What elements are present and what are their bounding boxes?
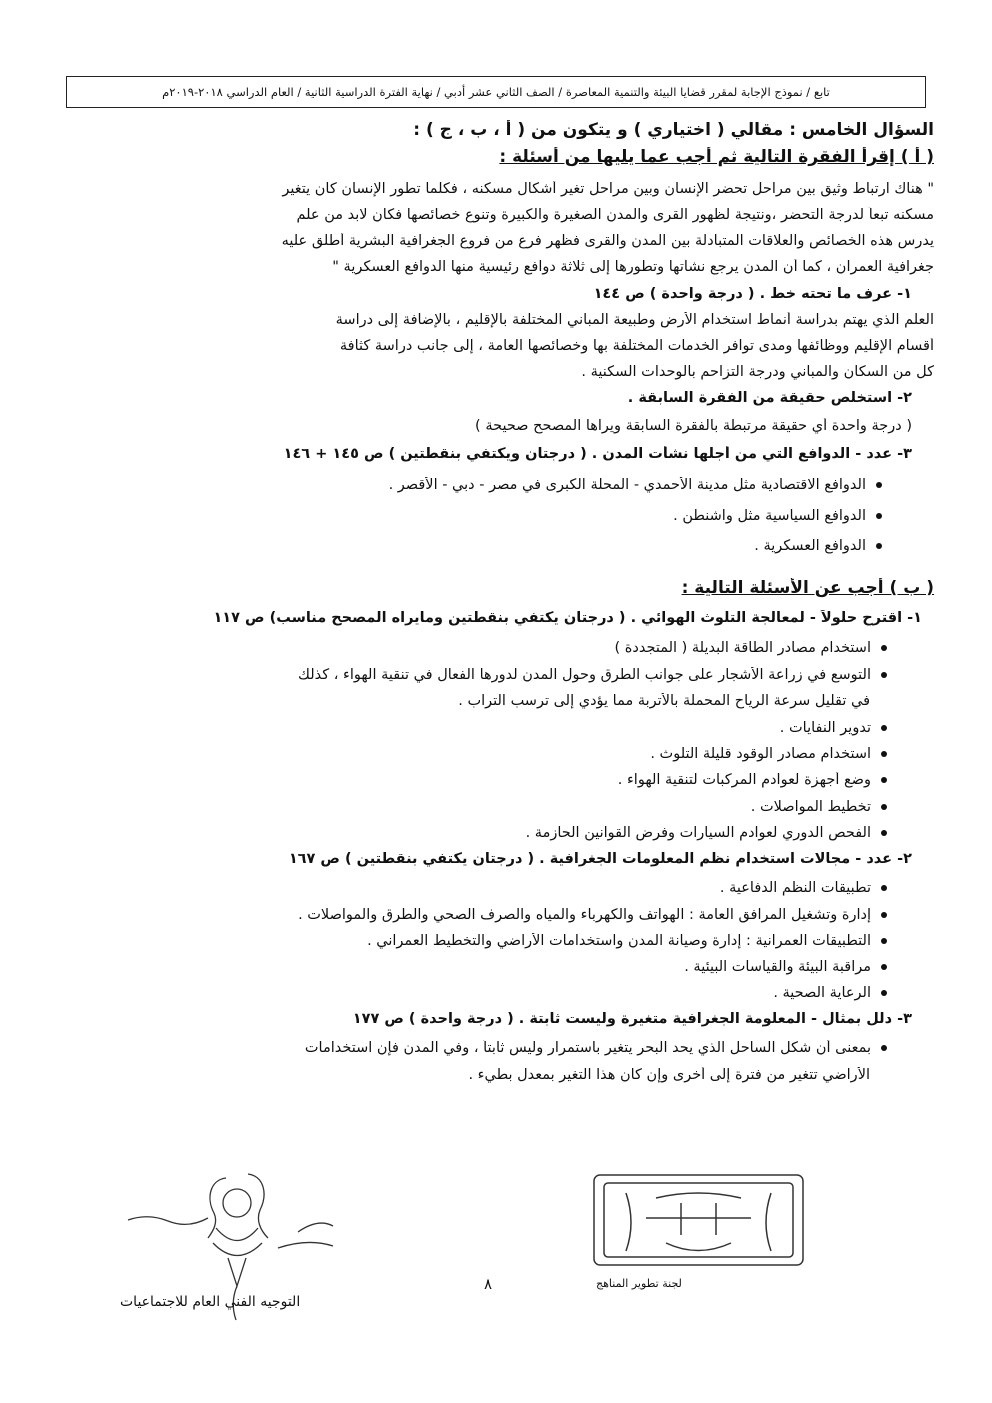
passage-line: " هناك ارتباط وثيق بين مراحل تحضر الإنسان وبين مراحل تغير أشكال مسكنه ، فكلما تطور الإنسان كان يتغير — [282, 181, 934, 197]
part-a-q1-prompt: ١- عرف ما تحته خط . ( درجة واحدة ) ص ١٤٤ — [593, 286, 912, 302]
stamp-caption: لجنة تطوير المناهج — [596, 1277, 682, 1290]
list-item: الدوافع السياسية مثل واشنطن . — [120, 508, 882, 524]
bullet-icon — [881, 777, 887, 783]
bullet-icon — [881, 1045, 887, 1051]
list-item-continuation: الأراضي تتغير من فترة إلى أخرى وإن كان هذا التغير بمعدل بطيء . — [468, 1067, 870, 1083]
bullet-icon — [876, 482, 882, 488]
part-b-title: ( ب ) أجب عن الأسئلة التالية : — [681, 578, 934, 598]
bullet-icon — [881, 964, 887, 970]
part-b-q1-prompt: ١- اقترح حلولاً - لمعالجة التلوث الهوائي . ( درجتان يكتفي بنقطتين ومايراه المصحح مناسب) ص ١١٧ — [213, 610, 922, 626]
q1-answer-line: كل من السكان والمباني ودرجة التزاحم بالوحدات السكنية . — [581, 364, 934, 380]
official-stamp — [586, 1163, 811, 1278]
bullet-icon — [881, 912, 887, 918]
part-a-q3-prompt: ٣- عدد - الدوافع التي من أجلها نشأت المدن . ( درجتان ويكتفي بنقطتين ) ص ١٤٥ + ١٤٦ — [283, 446, 912, 462]
part-a-q2-prompt: ٢- استخلص حقيقة من الفقرة السابقة . — [627, 390, 912, 406]
bullet-icon — [881, 885, 887, 891]
bullet-icon — [881, 672, 887, 678]
list-item: تطبيقات النظم الدفاعية . — [120, 880, 887, 896]
part-b-q3-prompt: ٣- دلل بمثال - المعلومة الجغرافية متغيرة وليست ثابتة . ( درجة واحدة ) ص ١٧٧ — [352, 1011, 912, 1027]
passage-line: يدرس هذه الخصائص والعلاقات المتبادلة بين المدن والقرى فظهر فرع من فروع الجغرافية البشرية أطلق عليه — [281, 233, 934, 249]
bullet-icon — [881, 830, 887, 836]
page-number: ٨ — [484, 1275, 493, 1293]
list-item: الرعاية الصحية . — [120, 985, 887, 1001]
list-item: مراقبة البيئة والقياسات البيئية . — [120, 959, 887, 975]
question-title: السؤال الخامس : مقالي ( اختياري ) و يتكون من ( أ ، ب ، ج ) : — [413, 120, 934, 140]
part-b-q2-prompt: ٢- عدد - مجالات استخدام نظم المعلومات الجغرافية . ( درجتان يكتفي بنقطتين ) ص ١٦٧ — [288, 851, 912, 867]
list-item: استخدام مصادر الطاقة البديلة ( المتجددة ) — [120, 640, 887, 656]
list-item: تدوير النفايات . — [120, 720, 887, 736]
bullet-icon — [876, 543, 882, 549]
bullet-icon — [881, 804, 887, 810]
list-item: الدوافع الاقتصادية مثل مدينة الأحمدي - المحلة الكبرى في مصر - دبي - الأقصر . — [120, 477, 882, 493]
list-item: التوسع في زراعة الأشجار على جوانب الطرق وحول المدن لدورها الفعال في تنقية الهواء ، كذلك — [60, 667, 887, 683]
bullet-icon — [881, 751, 887, 757]
q1-answer-line: أقسام الإقليم ووظائفها ومدى توافر الخدمات المختلفة بها وخصائصها العامة ، إلى جانب دراسة كثافة — [339, 338, 934, 354]
bullet-icon — [881, 990, 887, 996]
list-item: إدارة وتشغيل المرافق العامة : الهواتف والكهرباء والمياه والصرف الصحي والطرق والمواصلات . — [60, 907, 887, 923]
bullet-icon — [881, 645, 887, 651]
list-item: تخطيط المواصلات . — [120, 799, 887, 815]
q2-answer: ( درجة واحدة أي حقيقة مرتبطة بالفقرة السابقة ويراها المصحح صحيحة ) — [475, 418, 912, 434]
list-item: الدوافع العسكرية . — [120, 538, 882, 554]
bullet-icon — [881, 938, 887, 944]
signature-caption: التوجيه الفني العام للاجتماعيات — [120, 1294, 301, 1310]
list-item: استخدام مصادر الوقود قليلة التلوث . — [120, 746, 887, 762]
list-item: وضع أجهزة لعوادم المركبات لتنقية الهواء . — [120, 772, 887, 788]
q1-answer-line: العلم الذي يهتم بدراسة أنماط استخدام الأرض وطبيعة المباني المختلفة بالإقليم ، بالإضافة إلى دراسة — [335, 312, 934, 328]
page-header: تابع / نموذج الإجابة لمقرر قضايا البيئة والتنمية المعاصرة / الصف الثاني عشر أدبي / نهاية الفترة الدراسية الثانية / العام الدراسي ٢٠١٨-٢٠١٩م — [66, 76, 926, 108]
passage-line: جغرافية العمران ، كما أن المدن يرجع نشأتها وتطورها إلى ثلاثة دوافع رئيسية منها الدوافع العسكرية " — [332, 259, 934, 275]
bullet-icon — [881, 725, 887, 731]
list-item: الفحص الدوري لعوادم السيارات وفرض القوانين الحازمة . — [120, 825, 887, 841]
list-item: بمعنى أن شكل الساحل الذي يحد البحر يتغير باستمرار وليس ثابتاً ، وفي المدن فإن استخدامات — [60, 1040, 887, 1056]
list-item-continuation: في تقليل سرعة الرياح المحملة بالأتربة مما يؤدي إلى ترسب التراب . — [458, 693, 870, 709]
passage-line: مسكنه تبعاً لدرجة التحضر ،ونتيجة لظهور القرى والمدن الصغيرة والكبيرة وتنوع خصائصها فكان لابد من علم — [296, 207, 934, 223]
part-a-title: ( أ ) إقرأ الفقرة التالية ثم أجب عما يليها من أسئلة : — [499, 147, 934, 167]
list-item: التطبيقات العمرانية : إدارة وصيانة المدن واستخدامات الأراضي والتخطيط العمراني . — [60, 933, 887, 949]
bullet-icon — [876, 513, 882, 519]
